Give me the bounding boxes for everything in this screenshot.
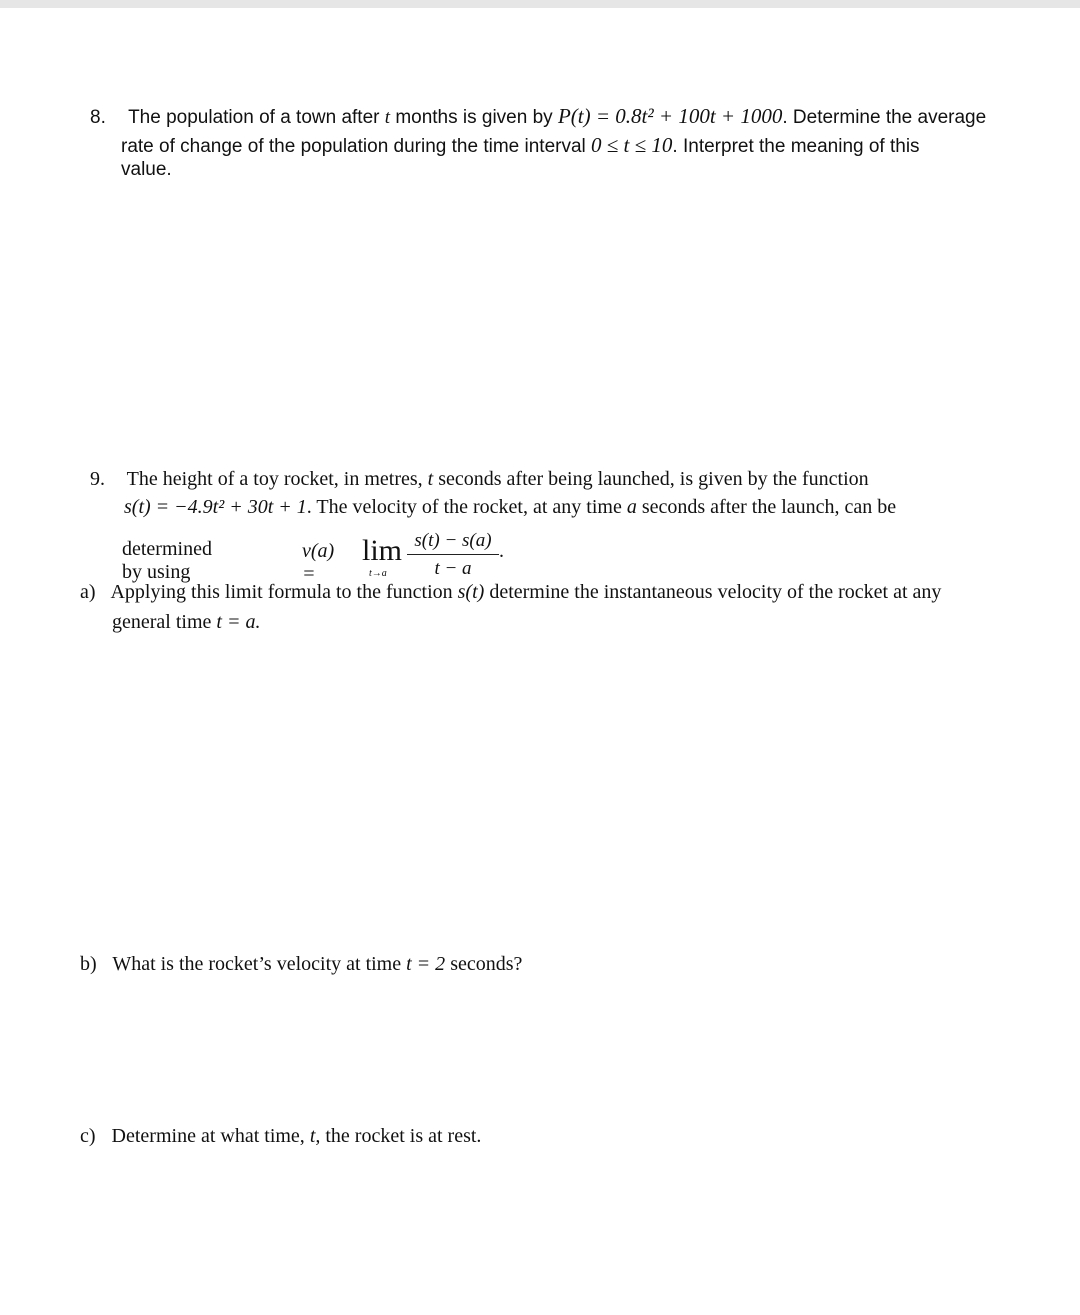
q9-function: s(t) = −4.9t² + 30t + 1 (124, 496, 307, 518)
top-bar (0, 0, 1080, 8)
part-c-t: t, (309, 1125, 321, 1147)
q9-line3-text: determined by using (122, 538, 212, 583)
q9-a: a (626, 496, 637, 518)
fraction-bar (407, 554, 499, 555)
part-b-text: What is the rocket’s velocity at time (112, 953, 402, 975)
q8-tail: . Determine the average (782, 107, 987, 128)
part-a-label: a) (80, 581, 96, 603)
q9-tail: seconds after being launched, is given by the function (438, 468, 869, 490)
part-a-st: s(t) (457, 581, 485, 603)
q8-number: 8. (90, 107, 106, 128)
q9-line-1 (90, 468, 869, 491)
q8-line-2 (121, 133, 920, 158)
fraction-denominator: t − a (434, 558, 472, 579)
q8-interval: 0 ≤ t ≤ 10 (591, 133, 673, 157)
part-b (80, 953, 522, 976)
q8-text: The population of a town after (128, 107, 380, 128)
q9-text: The height of a toy rocket, in metres, (126, 468, 423, 490)
part-a-line-2 (112, 611, 260, 634)
part-b-eq: t = 2 (406, 953, 446, 975)
part-c-text: Determine at what time, (111, 1125, 305, 1147)
part-a-text: Applying this limit formula to the function (110, 581, 453, 603)
q8-line2-tail: . Interpret the meaning of this (672, 136, 920, 157)
q9-line-2 (124, 496, 896, 519)
part-c-tail: the rocket is at rest. (325, 1125, 482, 1147)
q8-t: t (384, 107, 391, 128)
lim-subscript: t→a (369, 568, 387, 579)
q9-t: t (427, 468, 434, 490)
part-a-tail: determine the instantaneous velocity of the rocket at any (489, 581, 942, 603)
q8-line-3 (121, 159, 172, 181)
q8-function: P(t) = 0.8t² + 100t + 1000 (557, 104, 783, 128)
q8-line2-text: rate of change of the population during the time interval (121, 136, 586, 157)
q8-text-2: months is given by (395, 107, 553, 128)
velocity-expr: v(a) = (302, 540, 335, 585)
part-b-tail: seconds? (450, 953, 523, 975)
q8-line-1 (90, 104, 986, 129)
part-a-eq: t = a. (216, 611, 261, 633)
q9-line2-tail2: seconds after the launch, can be (641, 496, 897, 518)
q9-line2-tail: . The velocity of the rocket, at any time (306, 496, 622, 518)
lim-operator: lim (362, 534, 403, 567)
part-a-line-1 (80, 581, 941, 604)
part-b-label: b) (80, 953, 97, 975)
q8-line3-text: value. (121, 159, 172, 180)
part-c-label: c) (80, 1125, 96, 1147)
fraction-numerator: s(t) − s(a) (414, 530, 492, 551)
part-a-line2-text: general time (112, 611, 212, 633)
fraction-period: . (499, 540, 504, 562)
part-c (80, 1125, 481, 1148)
q9-number: 9. (90, 468, 105, 490)
